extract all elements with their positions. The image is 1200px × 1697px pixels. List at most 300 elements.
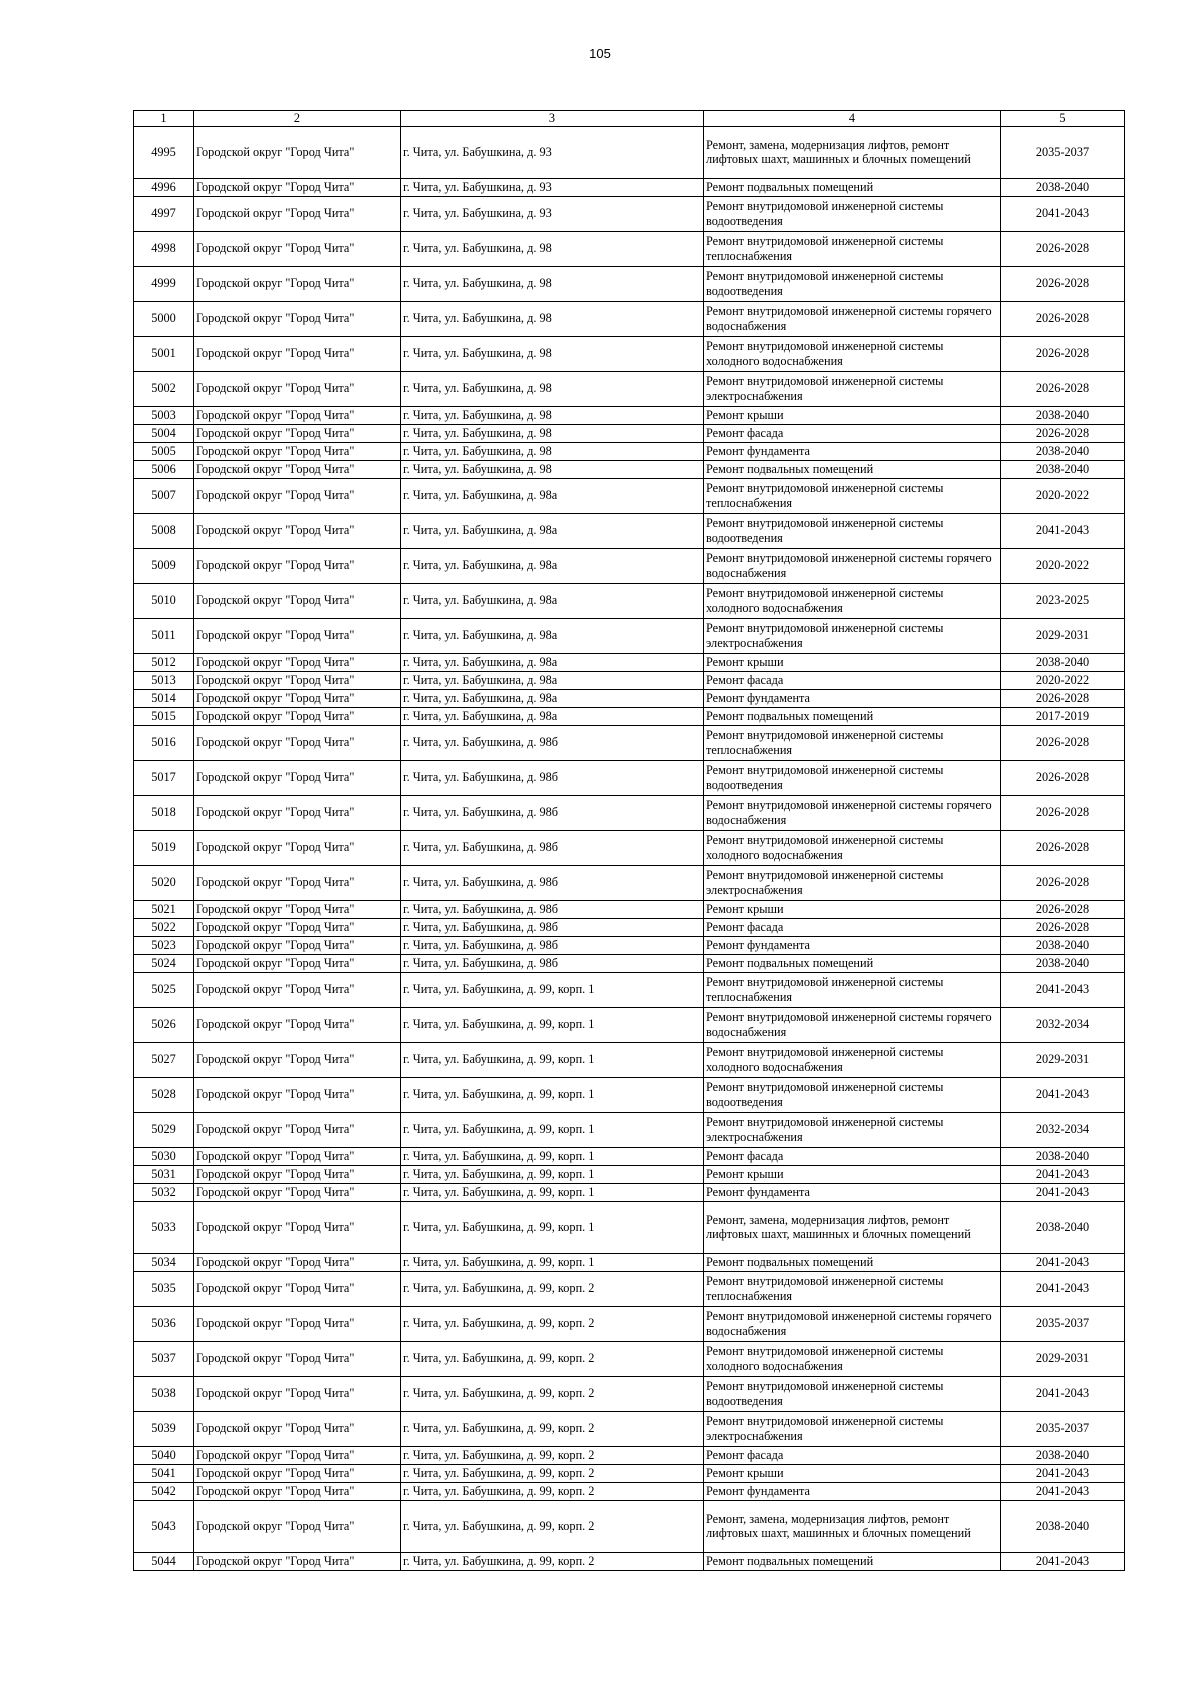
work-type-cell: Ремонт фасада — [704, 918, 1001, 936]
work-type-cell: Ремонт подвальных помещений — [704, 460, 1001, 478]
row-number: 4998 — [134, 231, 194, 266]
row-number: 5036 — [134, 1306, 194, 1341]
work-type-cell: Ремонт внутридомовой инженерной системы холодного водоснабжения — [704, 583, 1001, 618]
period-cell: 2026-2028 — [1001, 336, 1125, 371]
municipality-cell: Городской округ "Город Чита" — [194, 1042, 401, 1077]
period-cell: 2020-2022 — [1001, 548, 1125, 583]
work-type-cell: Ремонт подвальных помещений — [704, 1253, 1001, 1271]
period-cell: 2032-2034 — [1001, 1007, 1125, 1042]
row-number: 5038 — [134, 1376, 194, 1411]
row-number: 5021 — [134, 900, 194, 918]
address-cell: г. Чита, ул. Бабушкина, д. 99, корп. 1 — [401, 972, 704, 1007]
period-cell: 2026-2028 — [1001, 795, 1125, 830]
municipality-cell: Городской округ "Город Чита" — [194, 689, 401, 707]
address-cell: г. Чита, ул. Бабушкина, д. 99, корп. 1 — [401, 1165, 704, 1183]
period-cell: 2038-2040 — [1001, 1446, 1125, 1464]
address-cell: г. Чита, ул. Бабушкина, д. 98а — [401, 548, 704, 583]
period-cell: 2041-2043 — [1001, 1253, 1125, 1271]
table-row — [134, 371, 1125, 406]
work-type-cell: Ремонт внутридомовой инженерной системы теплоснабжения — [704, 478, 1001, 513]
municipality-cell: Городской округ "Город Чита" — [194, 513, 401, 548]
table-row — [134, 1042, 1125, 1077]
address-cell: г. Чита, ул. Бабушкина, д. 93 — [401, 196, 704, 231]
work-type-cell: Ремонт внутридомовой инженерной системы водоотведения — [704, 760, 1001, 795]
row-number: 5033 — [134, 1201, 194, 1253]
work-type-cell: Ремонт внутридомовой инженерной системы водоотведения — [704, 266, 1001, 301]
address-cell: г. Чита, ул. Бабушкина, д. 98 — [401, 231, 704, 266]
row-number: 5044 — [134, 1552, 194, 1570]
table-row — [134, 725, 1125, 760]
row-number: 5034 — [134, 1253, 194, 1271]
address-cell: г. Чита, ул. Бабушкина, д. 98 — [401, 371, 704, 406]
row-number: 5009 — [134, 548, 194, 583]
work-type-cell: Ремонт крыши — [704, 653, 1001, 671]
address-cell: г. Чита, ул. Бабушкина, д. 98б — [401, 954, 704, 972]
period-cell: 2035-2037 — [1001, 1411, 1125, 1446]
table-row — [134, 583, 1125, 618]
row-number: 5037 — [134, 1341, 194, 1376]
municipality-cell: Городской округ "Город Чита" — [194, 918, 401, 936]
row-number: 4996 — [134, 178, 194, 196]
address-cell: г. Чита, ул. Бабушкина, д. 98 — [401, 301, 704, 336]
row-number: 5032 — [134, 1183, 194, 1201]
work-type-cell: Ремонт подвальных помещений — [704, 1552, 1001, 1570]
address-cell: г. Чита, ул. Бабушкина, д. 98б — [401, 918, 704, 936]
work-type-cell: Ремонт, замена, модернизация лифтов, ремонт лифтовых шахт, машинных и блочных помещений — [704, 1201, 1001, 1253]
municipality-cell: Городской округ "Город Чита" — [194, 1201, 401, 1253]
address-cell: г. Чита, ул. Бабушкина, д. 98а — [401, 583, 704, 618]
municipality-cell: Городской округ "Город Чита" — [194, 1271, 401, 1306]
work-type-cell: Ремонт подвальных помещений — [704, 954, 1001, 972]
work-type-cell: Ремонт внутридомовой инженерной системы горячего водоснабжения — [704, 1306, 1001, 1341]
address-cell: г. Чита, ул. Бабушкина, д. 98б — [401, 900, 704, 918]
address-cell: г. Чита, ул. Бабушкина, д. 98б — [401, 725, 704, 760]
municipality-cell: Городской округ "Город Чита" — [194, 548, 401, 583]
period-cell: 2038-2040 — [1001, 954, 1125, 972]
row-number: 5035 — [134, 1271, 194, 1306]
row-number: 5020 — [134, 865, 194, 900]
row-number: 5019 — [134, 830, 194, 865]
municipality-cell: Городской округ "Город Чита" — [194, 865, 401, 900]
period-cell: 2035-2037 — [1001, 126, 1125, 178]
table-row — [134, 1482, 1125, 1500]
address-cell: г. Чита, ул. Бабушкина, д. 99, корп. 2 — [401, 1482, 704, 1500]
work-type-cell: Ремонт внутридомовой инженерной системы электроснабжения — [704, 618, 1001, 653]
column-header-3: 3 — [401, 111, 704, 127]
period-cell: 2038-2040 — [1001, 936, 1125, 954]
period-cell: 2020-2022 — [1001, 478, 1125, 513]
table-row — [134, 795, 1125, 830]
work-type-cell: Ремонт подвальных помещений — [704, 178, 1001, 196]
work-type-cell: Ремонт фасада — [704, 1147, 1001, 1165]
work-type-cell: Ремонт крыши — [704, 900, 1001, 918]
period-cell: 2041-2043 — [1001, 1482, 1125, 1500]
municipality-cell: Городской округ "Город Чита" — [194, 618, 401, 653]
address-cell: г. Чита, ул. Бабушкина, д. 99, корп. 1 — [401, 1007, 704, 1042]
address-cell: г. Чита, ул. Бабушкина, д. 99, корп. 1 — [401, 1042, 704, 1077]
address-cell: г. Чита, ул. Бабушкина, д. 98а — [401, 707, 704, 725]
address-cell: г. Чита, ул. Бабушкина, д. 98 — [401, 336, 704, 371]
table-row — [134, 972, 1125, 1007]
municipality-cell: Городской округ "Город Чита" — [194, 301, 401, 336]
table-row — [134, 1411, 1125, 1446]
work-type-cell: Ремонт внутридомовой инженерной системы холодного водоснабжения — [704, 336, 1001, 371]
table-row — [134, 178, 1125, 196]
period-cell: 2041-2043 — [1001, 1183, 1125, 1201]
municipality-cell: Городской округ "Город Чита" — [194, 795, 401, 830]
address-cell: г. Чита, ул. Бабушкина, д. 99, корп. 1 — [401, 1112, 704, 1147]
period-cell: 2038-2040 — [1001, 1500, 1125, 1552]
municipality-cell: Городской округ "Город Чита" — [194, 1482, 401, 1500]
table-row — [134, 196, 1125, 231]
address-cell: г. Чита, ул. Бабушкина, д. 93 — [401, 178, 704, 196]
row-number: 5022 — [134, 918, 194, 936]
period-cell: 2026-2028 — [1001, 231, 1125, 266]
address-cell: г. Чита, ул. Бабушкина, д. 98 — [401, 406, 704, 424]
municipality-cell: Городской округ "Город Чита" — [194, 178, 401, 196]
table-row — [134, 1112, 1125, 1147]
address-cell: г. Чита, ул. Бабушкина, д. 99, корп. 1 — [401, 1077, 704, 1112]
address-cell: г. Чита, ул. Бабушкина, д. 99, корп. 2 — [401, 1306, 704, 1341]
row-number: 5018 — [134, 795, 194, 830]
municipality-cell: Городской округ "Город Чита" — [194, 583, 401, 618]
table-row — [134, 266, 1125, 301]
row-number: 5002 — [134, 371, 194, 406]
period-cell: 2032-2034 — [1001, 1112, 1125, 1147]
row-number: 5027 — [134, 1042, 194, 1077]
work-type-cell: Ремонт внутридомовой инженерной системы водоотведения — [704, 1077, 1001, 1112]
municipality-cell: Городской округ "Город Чита" — [194, 707, 401, 725]
municipality-cell: Городской округ "Город Чита" — [194, 1376, 401, 1411]
work-type-cell: Ремонт фундамента — [704, 689, 1001, 707]
address-cell: г. Чита, ул. Бабушкина, д. 98а — [401, 671, 704, 689]
period-cell: 2041-2043 — [1001, 1271, 1125, 1306]
table-row — [134, 1500, 1125, 1552]
table-row — [134, 865, 1125, 900]
address-cell: г. Чита, ул. Бабушкина, д. 98а — [401, 618, 704, 653]
period-cell: 2026-2028 — [1001, 424, 1125, 442]
column-header-1: 1 — [134, 111, 194, 127]
work-type-cell: Ремонт внутридомовой инженерной системы холодного водоснабжения — [704, 830, 1001, 865]
municipality-cell: Городской округ "Город Чита" — [194, 336, 401, 371]
period-cell: 2038-2040 — [1001, 1147, 1125, 1165]
municipality-cell: Городской округ "Город Чита" — [194, 126, 401, 178]
table-row — [134, 424, 1125, 442]
work-type-cell: Ремонт внутридомовой инженерной системы теплоснабжения — [704, 972, 1001, 1007]
period-cell: 2026-2028 — [1001, 266, 1125, 301]
address-cell: г. Чита, ул. Бабушкина, д. 99, корп. 2 — [401, 1341, 704, 1376]
table-row — [134, 442, 1125, 460]
municipality-cell: Городской округ "Город Чита" — [194, 196, 401, 231]
work-type-cell: Ремонт фундамента — [704, 1183, 1001, 1201]
table-row — [134, 671, 1125, 689]
table-row — [134, 918, 1125, 936]
period-cell: 2041-2043 — [1001, 1464, 1125, 1482]
row-number: 5011 — [134, 618, 194, 653]
period-cell: 2038-2040 — [1001, 406, 1125, 424]
row-number: 4997 — [134, 196, 194, 231]
period-cell: 2038-2040 — [1001, 442, 1125, 460]
row-number: 4995 — [134, 126, 194, 178]
address-cell: г. Чита, ул. Бабушкина, д. 98 — [401, 442, 704, 460]
work-type-cell: Ремонт крыши — [704, 1165, 1001, 1183]
repair-schedule-table — [133, 110, 1125, 1571]
row-number: 5003 — [134, 406, 194, 424]
table-row — [134, 954, 1125, 972]
table-row — [134, 653, 1125, 671]
work-type-cell: Ремонт внутридомовой инженерной системы холодного водоснабжения — [704, 1341, 1001, 1376]
period-cell: 2026-2028 — [1001, 725, 1125, 760]
row-number: 5004 — [134, 424, 194, 442]
table-row — [134, 1165, 1125, 1183]
work-type-cell: Ремонт фасада — [704, 424, 1001, 442]
table-row — [134, 548, 1125, 583]
period-cell: 2026-2028 — [1001, 371, 1125, 406]
row-number: 5008 — [134, 513, 194, 548]
municipality-cell: Городской округ "Город Чита" — [194, 954, 401, 972]
table-row — [134, 336, 1125, 371]
row-number: 5039 — [134, 1411, 194, 1446]
address-cell: г. Чита, ул. Бабушкина, д. 98а — [401, 478, 704, 513]
row-number: 5023 — [134, 936, 194, 954]
address-cell: г. Чита, ул. Бабушкина, д. 98 — [401, 424, 704, 442]
table-row — [134, 1376, 1125, 1411]
address-cell: г. Чита, ул. Бабушкина, д. 99, корп. 2 — [401, 1376, 704, 1411]
column-header-4: 4 — [704, 111, 1001, 127]
period-cell: 2029-2031 — [1001, 1042, 1125, 1077]
work-type-cell: Ремонт фундамента — [704, 442, 1001, 460]
table-row — [134, 760, 1125, 795]
municipality-cell: Городской округ "Город Чита" — [194, 653, 401, 671]
row-number: 5005 — [134, 442, 194, 460]
municipality-cell: Городской округ "Город Чита" — [194, 371, 401, 406]
municipality-cell: Городской округ "Город Чита" — [194, 972, 401, 1007]
municipality-cell: Городской округ "Город Чита" — [194, 460, 401, 478]
table-row — [134, 126, 1125, 178]
period-cell: 2041-2043 — [1001, 1376, 1125, 1411]
table-row — [134, 301, 1125, 336]
period-cell: 2038-2040 — [1001, 653, 1125, 671]
period-cell: 2026-2028 — [1001, 689, 1125, 707]
address-cell: г. Чита, ул. Бабушкина, д. 99, корп. 2 — [401, 1464, 704, 1482]
address-cell: г. Чита, ул. Бабушкина, д. 98а — [401, 689, 704, 707]
address-cell: г. Чита, ул. Бабушкина, д. 99, корп. 1 — [401, 1147, 704, 1165]
row-number: 5026 — [134, 1007, 194, 1042]
table-row — [134, 707, 1125, 725]
work-type-cell: Ремонт фасада — [704, 1446, 1001, 1464]
address-cell: г. Чита, ул. Бабушкина, д. 98б — [401, 760, 704, 795]
period-cell: 2026-2028 — [1001, 760, 1125, 795]
work-type-cell: Ремонт фундамента — [704, 1482, 1001, 1500]
address-cell: г. Чита, ул. Бабушкина, д. 99, корп. 2 — [401, 1552, 704, 1570]
municipality-cell: Городской округ "Город Чита" — [194, 1552, 401, 1570]
municipality-cell: Городской округ "Город Чита" — [194, 936, 401, 954]
municipality-cell: Городской округ "Город Чита" — [194, 671, 401, 689]
work-type-cell: Ремонт внутридомовой инженерной системы горячего водоснабжения — [704, 548, 1001, 583]
municipality-cell: Городской округ "Город Чита" — [194, 1253, 401, 1271]
work-type-cell: Ремонт, замена, модернизация лифтов, ремонт лифтовых шахт, машинных и блочных помещений — [704, 1500, 1001, 1552]
work-type-cell: Ремонт внутридомовой инженерной системы электроснабжения — [704, 1411, 1001, 1446]
row-number: 5015 — [134, 707, 194, 725]
period-cell: 2038-2040 — [1001, 1201, 1125, 1253]
period-cell: 2041-2043 — [1001, 513, 1125, 548]
work-type-cell: Ремонт, замена, модернизация лифтов, ремонт лифтовых шахт, машинных и блочных помещений — [704, 126, 1001, 178]
period-cell: 2026-2028 — [1001, 918, 1125, 936]
municipality-cell: Городской округ "Город Чита" — [194, 442, 401, 460]
work-type-cell: Ремонт внутридомовой инженерной системы горячего водоснабжения — [704, 301, 1001, 336]
period-cell: 2020-2022 — [1001, 671, 1125, 689]
period-cell: 2041-2043 — [1001, 1077, 1125, 1112]
municipality-cell: Городской округ "Город Чита" — [194, 1500, 401, 1552]
work-type-cell: Ремонт внутридомовой инженерной системы водоотведения — [704, 513, 1001, 548]
municipality-cell: Городской округ "Город Чита" — [194, 478, 401, 513]
address-cell: г. Чита, ул. Бабушкина, д. 98б — [401, 936, 704, 954]
table-row — [134, 1446, 1125, 1464]
municipality-cell: Городской округ "Город Чита" — [194, 830, 401, 865]
work-type-cell: Ремонт внутридомовой инженерной системы теплоснабжения — [704, 231, 1001, 266]
municipality-cell: Городской округ "Город Чита" — [194, 1112, 401, 1147]
municipality-cell: Городской округ "Город Чита" — [194, 424, 401, 442]
period-cell: 2041-2043 — [1001, 1552, 1125, 1570]
work-type-cell: Ремонт крыши — [704, 1464, 1001, 1482]
period-cell: 2026-2028 — [1001, 301, 1125, 336]
row-number: 5000 — [134, 301, 194, 336]
table-row — [134, 1201, 1125, 1253]
address-cell: г. Чита, ул. Бабушкина, д. 98 — [401, 266, 704, 301]
row-number: 5031 — [134, 1165, 194, 1183]
municipality-cell: Городской округ "Город Чита" — [194, 1147, 401, 1165]
work-type-cell: Ремонт внутридомовой инженерной системы теплоснабжения — [704, 1271, 1001, 1306]
row-number: 5010 — [134, 583, 194, 618]
period-cell: 2029-2031 — [1001, 618, 1125, 653]
period-cell: 2038-2040 — [1001, 460, 1125, 478]
table-row — [134, 1341, 1125, 1376]
work-type-cell: Ремонт внутридомовой инженерной системы электроснабжения — [704, 371, 1001, 406]
period-cell: 2038-2040 — [1001, 178, 1125, 196]
row-number: 5001 — [134, 336, 194, 371]
row-number: 4999 — [134, 266, 194, 301]
row-number: 5016 — [134, 725, 194, 760]
work-type-cell: Ремонт фасада — [704, 671, 1001, 689]
table-row — [134, 513, 1125, 548]
work-type-cell: Ремонт внутридомовой инженерной системы электроснабжения — [704, 865, 1001, 900]
municipality-cell: Городской округ "Город Чита" — [194, 1077, 401, 1112]
row-number: 5042 — [134, 1482, 194, 1500]
table-row — [134, 1464, 1125, 1482]
address-cell: г. Чита, ул. Бабушкина, д. 93 — [401, 126, 704, 178]
table-row — [134, 830, 1125, 865]
row-number: 5043 — [134, 1500, 194, 1552]
address-cell: г. Чита, ул. Бабушкина, д. 98 — [401, 460, 704, 478]
work-type-cell: Ремонт внутридомовой инженерной системы электроснабжения — [704, 1112, 1001, 1147]
table-row — [134, 460, 1125, 478]
column-header-2: 2 — [194, 111, 401, 127]
row-number: 5012 — [134, 653, 194, 671]
municipality-cell: Городской округ "Город Чита" — [194, 760, 401, 795]
address-cell: г. Чита, ул. Бабушкина, д. 99, корп. 1 — [401, 1183, 704, 1201]
table-row — [134, 1147, 1125, 1165]
row-number: 5014 — [134, 689, 194, 707]
table-row — [134, 478, 1125, 513]
municipality-cell: Городской округ "Город Чита" — [194, 1007, 401, 1042]
table-row — [134, 689, 1125, 707]
address-cell: г. Чита, ул. Бабушкина, д. 99, корп. 1 — [401, 1201, 704, 1253]
table-row — [134, 1306, 1125, 1341]
work-type-cell: Ремонт внутридомовой инженерной системы водоотведения — [704, 196, 1001, 231]
municipality-cell: Городской округ "Город Чита" — [194, 1183, 401, 1201]
work-type-cell: Ремонт крыши — [704, 406, 1001, 424]
table-header-row — [134, 111, 1125, 127]
period-cell: 2026-2028 — [1001, 900, 1125, 918]
work-type-cell: Ремонт внутридомовой инженерной системы водоотведения — [704, 1376, 1001, 1411]
address-cell: г. Чита, ул. Бабушкина, д. 99, корп. 1 — [401, 1253, 704, 1271]
row-number: 5024 — [134, 954, 194, 972]
row-number: 5029 — [134, 1112, 194, 1147]
table-row — [134, 618, 1125, 653]
period-cell: 2026-2028 — [1001, 865, 1125, 900]
address-cell: г. Чита, ул. Бабушкина, д. 99, корп. 2 — [401, 1271, 704, 1306]
municipality-cell: Городской округ "Город Чита" — [194, 406, 401, 424]
row-number: 5007 — [134, 478, 194, 513]
work-type-cell: Ремонт внутридомовой инженерной системы холодного водоснабжения — [704, 1042, 1001, 1077]
table-row — [134, 1552, 1125, 1570]
municipality-cell: Городской округ "Город Чита" — [194, 1446, 401, 1464]
work-type-cell: Ремонт внутридомовой инженерной системы теплоснабжения — [704, 725, 1001, 760]
table-body — [134, 126, 1125, 1570]
period-cell: 2026-2028 — [1001, 830, 1125, 865]
row-number: 5040 — [134, 1446, 194, 1464]
period-cell: 2029-2031 — [1001, 1341, 1125, 1376]
row-number: 5041 — [134, 1464, 194, 1482]
address-cell: г. Чита, ул. Бабушкина, д. 98б — [401, 830, 704, 865]
work-type-cell: Ремонт внутридомовой инженерной системы горячего водоснабжения — [704, 795, 1001, 830]
period-cell: 2041-2043 — [1001, 1165, 1125, 1183]
period-cell: 2041-2043 — [1001, 196, 1125, 231]
address-cell: г. Чита, ул. Бабушкина, д. 98а — [401, 653, 704, 671]
municipality-cell: Городской округ "Город Чита" — [194, 1165, 401, 1183]
row-number: 5025 — [134, 972, 194, 1007]
table-row — [134, 406, 1125, 424]
row-number: 5030 — [134, 1147, 194, 1165]
address-cell: г. Чита, ул. Бабушкина, д. 98а — [401, 513, 704, 548]
table-row — [134, 936, 1125, 954]
table-row — [134, 1077, 1125, 1112]
table-row — [134, 1253, 1125, 1271]
period-cell: 2041-2043 — [1001, 972, 1125, 1007]
municipality-cell: Городской округ "Город Чита" — [194, 1341, 401, 1376]
municipality-cell: Городской округ "Город Чита" — [194, 1306, 401, 1341]
table-row — [134, 1271, 1125, 1306]
municipality-cell: Городской округ "Город Чита" — [194, 725, 401, 760]
page-number: 105 — [589, 46, 611, 61]
work-type-cell: Ремонт внутридомовой инженерной системы горячего водоснабжения — [704, 1007, 1001, 1042]
municipality-cell: Городской округ "Город Чита" — [194, 231, 401, 266]
column-header-5: 5 — [1001, 111, 1125, 127]
municipality-cell: Городской округ "Город Чита" — [194, 900, 401, 918]
table-row — [134, 1007, 1125, 1042]
work-type-cell: Ремонт подвальных помещений — [704, 707, 1001, 725]
municipality-cell: Городской округ "Город Чита" — [194, 1464, 401, 1482]
address-cell: г. Чита, ул. Бабушкина, д. 99, корп. 2 — [401, 1500, 704, 1552]
table-row — [134, 900, 1125, 918]
row-number: 5006 — [134, 460, 194, 478]
table-row — [134, 231, 1125, 266]
period-cell: 2023-2025 — [1001, 583, 1125, 618]
row-number: 5017 — [134, 760, 194, 795]
period-cell: 2035-2037 — [1001, 1306, 1125, 1341]
table-row — [134, 1183, 1125, 1201]
row-number: 5013 — [134, 671, 194, 689]
